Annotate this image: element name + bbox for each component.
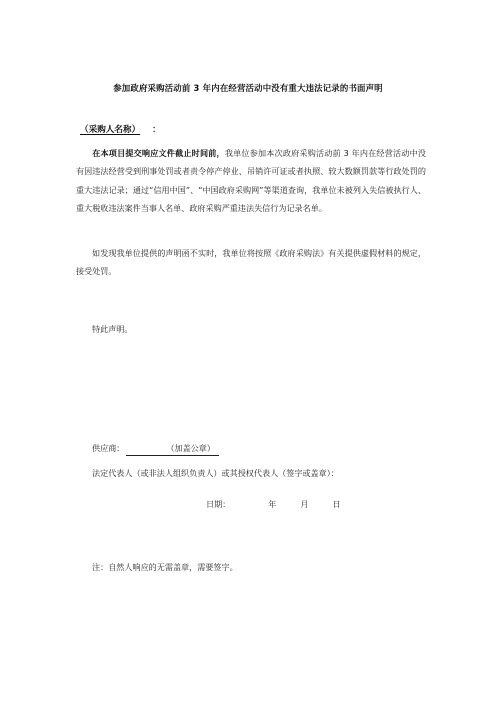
date-month-label: 月 — [300, 499, 309, 509]
purchaser-name: （采购人名称） — [80, 125, 141, 135]
deadline-lead-text: 在本项目提交响应文件截止时间前， — [92, 148, 225, 158]
date-day-label: 日 — [332, 499, 341, 509]
purchaser-line — [80, 123, 161, 135]
document-title: 参加政府采购活动前 3 年内在经营活动中没有重大违法记录的书面声明 — [113, 83, 383, 93]
supplier-label: 供应商： — [92, 443, 125, 453]
date-label: 日期： — [206, 499, 231, 509]
supplier-seal-field[interactable]: （加盖公章） — [126, 443, 219, 456]
date-year-label: 年 — [268, 499, 277, 509]
supplier-line — [92, 443, 219, 456]
declaration-paragraph-1 — [76, 144, 426, 217]
purchaser-colon: ： — [152, 125, 161, 135]
declaration-paragraph-2 — [76, 244, 426, 281]
footnote: 注：自然人响应的无需盖章，需要签字。 — [92, 562, 238, 572]
date-line — [206, 499, 341, 510]
declaration-body-text: 我单位参加本次政府采购活动前 3 年内在经营活动中没有因违法经营受到刑事处罚或者责令停产停业、吊销许可证或者执照、较大数额罚款等行政处罚的重大违法记录；通过“信用中国”、“中国政府采购网”等渠道查询，我单位未被列入失信被执行人、重大税收违法案件当事人名单、政府采购严重违法失信行为记录名单。 — [76, 148, 426, 213]
legal-representative-line: 法定代表人（或非法人组织负责人）或其授权代表人（签字或盖章）： — [92, 468, 339, 478]
closing-statement-text: 特此声明。 — [92, 324, 133, 334]
false-statement-text: 如发现我单位提供的声明函不实时，我单位将按照《政府采购法》有关提供虚假材料的规定，接受处罚。 — [76, 248, 426, 277]
declaration-paragraph-3 — [76, 320, 426, 338]
